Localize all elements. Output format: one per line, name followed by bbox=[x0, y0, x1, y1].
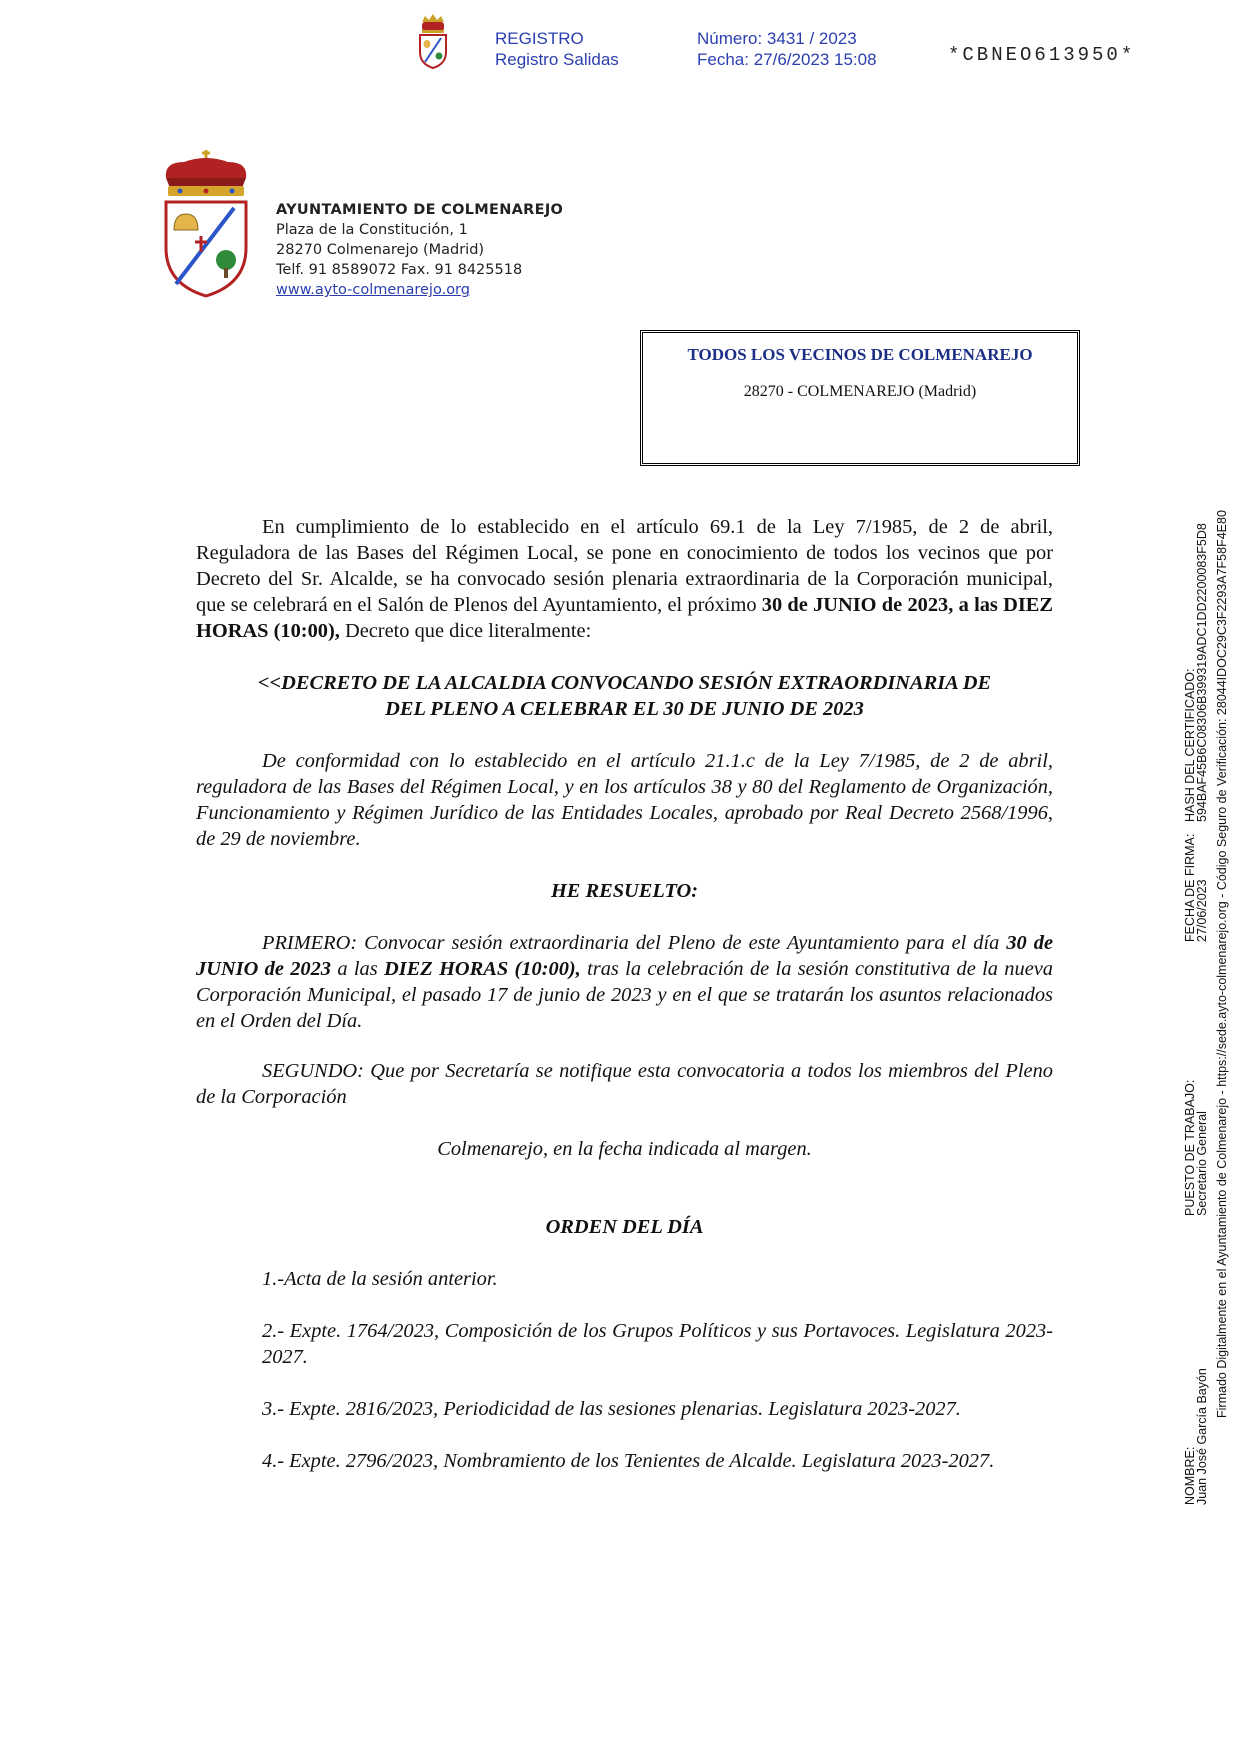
agenda-item: 1.-Acta de la sesión anterior. bbox=[262, 1268, 498, 1290]
sidebar-nombre: NOMBRE: Juan José García Bayón bbox=[1183, 1368, 1209, 1505]
intro-paragraph: En cumplimiento de lo establecido en el artículo 69.1 de la Ley 7/1985, de 2 de abril, Reguladora de las Bases del Régimen Local, se pone en conocimiento de todos los vecinos que por Decreto del Sr. Alcalde, se ha convocado sesión plenaria extraordinaria de la Corporación municipal, que se celebrará en el Salón de Plenos del Ayuntamiento, el próximo 30 de JUNIO de 2023, a las DIEZ HORAS (10:00), Decreto que dice literalmente: bbox=[196, 516, 1053, 642]
agenda-item: 4.- Expte. 2796/2023, Nombramiento de los Tenientes de Alcalde. Legislatura 2023-2027. bbox=[262, 1450, 995, 1472]
registry-crest-icon bbox=[414, 12, 452, 70]
resolution-heading: HE RESUELTO: bbox=[550, 880, 699, 902]
sidebar-fecha: FECHA DE FIRMA: 27/06/2023 bbox=[1183, 833, 1209, 942]
letterhead-city: 28270 Colmenarejo (Madrid) bbox=[276, 242, 485, 258]
letterhead-address: Plaza de la Constitución, 1 bbox=[276, 222, 468, 238]
registry-title: REGISTRO bbox=[495, 29, 584, 48]
primero-paragraph: PRIMERO: Convocar sesión extraordinaria del Pleno de este Ayuntamiento para el día 30 de JUNIO de 2023 a las DIEZ HORAS (10:00), tras la celebración de la sesión constitutiva de la nueva Corporación Municipal, el pasado 17 de junio de 2023 y en el que se tratarán los asuntos relacionados en el Orden del Día. bbox=[196, 932, 1054, 1032]
registry-date: Fecha: 27/6/2023 15:08 bbox=[697, 50, 877, 69]
letterhead-phone: Telf. 91 8589072 Fax. 91 8425518 bbox=[276, 262, 523, 278]
recipient-box bbox=[640, 330, 1080, 466]
sidebar-hash: HASH DEL CERTIFICADO: 594BAF45B6C08306B399319ADC1DD2200083F5D8 bbox=[1183, 523, 1209, 822]
letterhead-name: AYUNTAMIENTO DE COLMENAREJO bbox=[276, 202, 564, 218]
sidebar-firma-line: Firmado Digitalmente en el Ayuntamiento de Colmenarejo - https://sede.ayto-colmenarejo.org - Código Seguro de Verificación: 28044IDOC29C3F2293A7F58F4E80 bbox=[1215, 510, 1229, 1418]
conformidad-paragraph: De conformidad con lo establecido en el artículo 21.1.c de la Ley 7/1985, de 2 de abril, reguladora de las Bases del Régimen Local, y en los artículos 38 y 80 del Reglamento de Organización, Funcionamiento y Régimen Jurídico de las Entidades Locales, aprobado por Real Decreto 2568/1996, de 29 de noviembre. bbox=[196, 750, 1053, 850]
agenda-heading: ORDEN DEL DÍA bbox=[545, 1216, 704, 1238]
municipal-coat-of-arms-icon bbox=[160, 148, 252, 300]
letterhead-website-link[interactable]: www.ayto-colmenarejo.org bbox=[276, 282, 470, 298]
registry-subtitle: Registro Salidas bbox=[495, 50, 619, 69]
recipient-name: TODOS LOS VECINOS DE COLMENAREJO bbox=[687, 345, 1033, 364]
barcode-text: *CBNEO613950* bbox=[948, 44, 1136, 66]
segundo-paragraph: SEGUNDO: Que por Secretaría se notifique esta convocatoria a todos los miembros del Pleno de la Corporación bbox=[196, 1060, 1053, 1108]
intro-date: 30 de JUNIO de 2023 bbox=[761, 594, 949, 616]
place-date: Colmenarejo, en la fecha indicada al margen. bbox=[437, 1138, 812, 1160]
intro-hour: las DIEZ HORAS (10:00), bbox=[196, 594, 1053, 642]
sidebar-puesto: PUESTO DE TRABAJO: Secretario General bbox=[1183, 1079, 1209, 1216]
agenda-item: 3.- Expte. 2816/2023, Periodicidad de las sesiones plenarias. Legislatura 2023-2027. bbox=[262, 1398, 961, 1420]
decree-title: <<DECRETO DE LA ALCALDIA CONVOCANDO SESIÓN EXTRAORDINARIA DE DEL PLENO A CELEBRAR EL 30 DE JUNIO DE 2023 bbox=[257, 672, 992, 720]
recipient-city: 28270 - COLMENAREJO (Madrid) bbox=[743, 383, 977, 400]
agenda-item: 2.- Expte. 1764/2023, Composición de los Grupos Políticos y sus Portavoces. Legislatura 2023-2027. bbox=[262, 1320, 1053, 1368]
registry-number: Número: 3431 / 2023 bbox=[697, 29, 857, 48]
